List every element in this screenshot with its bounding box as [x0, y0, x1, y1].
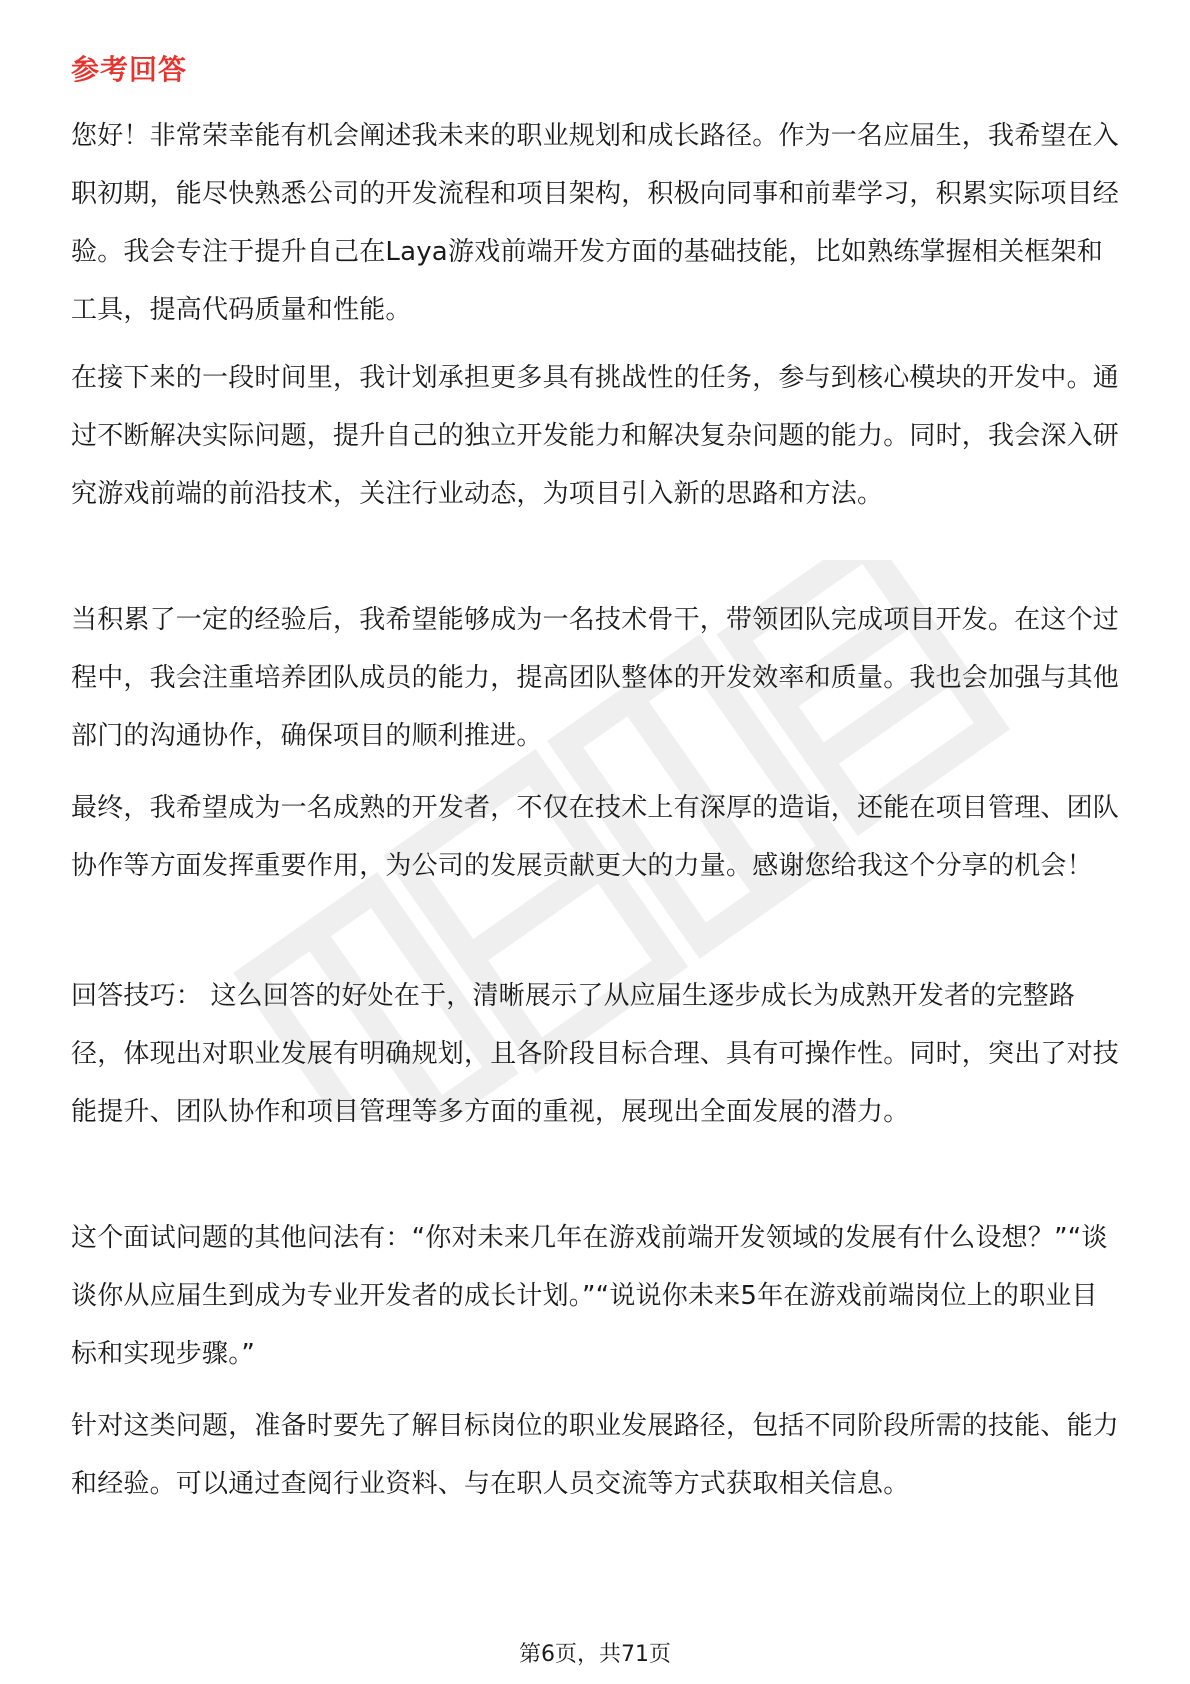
section-heading: 参考回答	[71, 53, 188, 86]
paragraph-final-goal: 最终，我希望成为一名成熟的开发者，不仅在技术上有深厚的造诣，还能在项目管理、团队协作等方面发挥重要作用，为公司的发展贡献更大的力量。感谢您给我这个分享的机会！	[71, 793, 1120, 881]
page-number: 第6页，共71页	[519, 1642, 671, 1667]
paragraph-intro: 您好！非常荣幸能有机会阐述我未来的职业规划和成长路径。作为一名应届生，我希望在入职初期，能尽快熟悉公司的开发流程和项目架构，积极向同事和前辈学习，积累实际项目经验。我会专注于提升自己在Laya游戏前端开发方面的基础技能，比如熟练掌握相关框架和工具，提高代码质量和性能。	[71, 121, 1120, 325]
paragraph-alt-questions: 这个面试问题的其他问法有：“你对未来几年在游戏前端开发领域的发展有什么设想？”“谈谈你从应届生到成为专业开发者的成长计划。”“说说你未来5年在游戏前端岗位上的职业目标和实现步骤。”	[71, 1223, 1108, 1369]
paragraph-preparation: 针对这类问题，准备时要先了解目标岗位的职业发展路径，包括不同阶段所需的技能、能力和经验。可以通过查阅行业资料、与在职人员交流等方式获取相关信息。	[71, 1411, 1120, 1499]
paragraph-answer-tips: 回答技巧： 这么回答的好处在于，清晰展示了从应届生逐步成长为成熟开发者的完整路径，体现出对职业发展有明确规划，且各阶段目标合理、具有可操作性。同时，突出了对技能提升、团队协作和项目管理等多方面的重视，展现出全面发展的潜力。	[71, 981, 1120, 1127]
paragraph-tech-lead: 当积累了一定的经验后，我希望能够成为一名技术骨干，带领团队完成项目开发。在这个过程中，我会注重培养团队成员的能力，提高团队整体的开发效率和质量。我也会加强与其他部门的沟通协作，确保项目的顺利推进。	[71, 605, 1120, 751]
paragraph-mid-term: 在接下来的一段时间里，我计划承担更多具有挑战性的任务，参与到核心模块的开发中。通过不断解决实际问题，提升自己的独立开发能力和解决复杂问题的能力。同时，我会深入研究游戏前端的前沿技术，关注行业动态，为项目引入新的思路和方法。	[71, 363, 1120, 509]
